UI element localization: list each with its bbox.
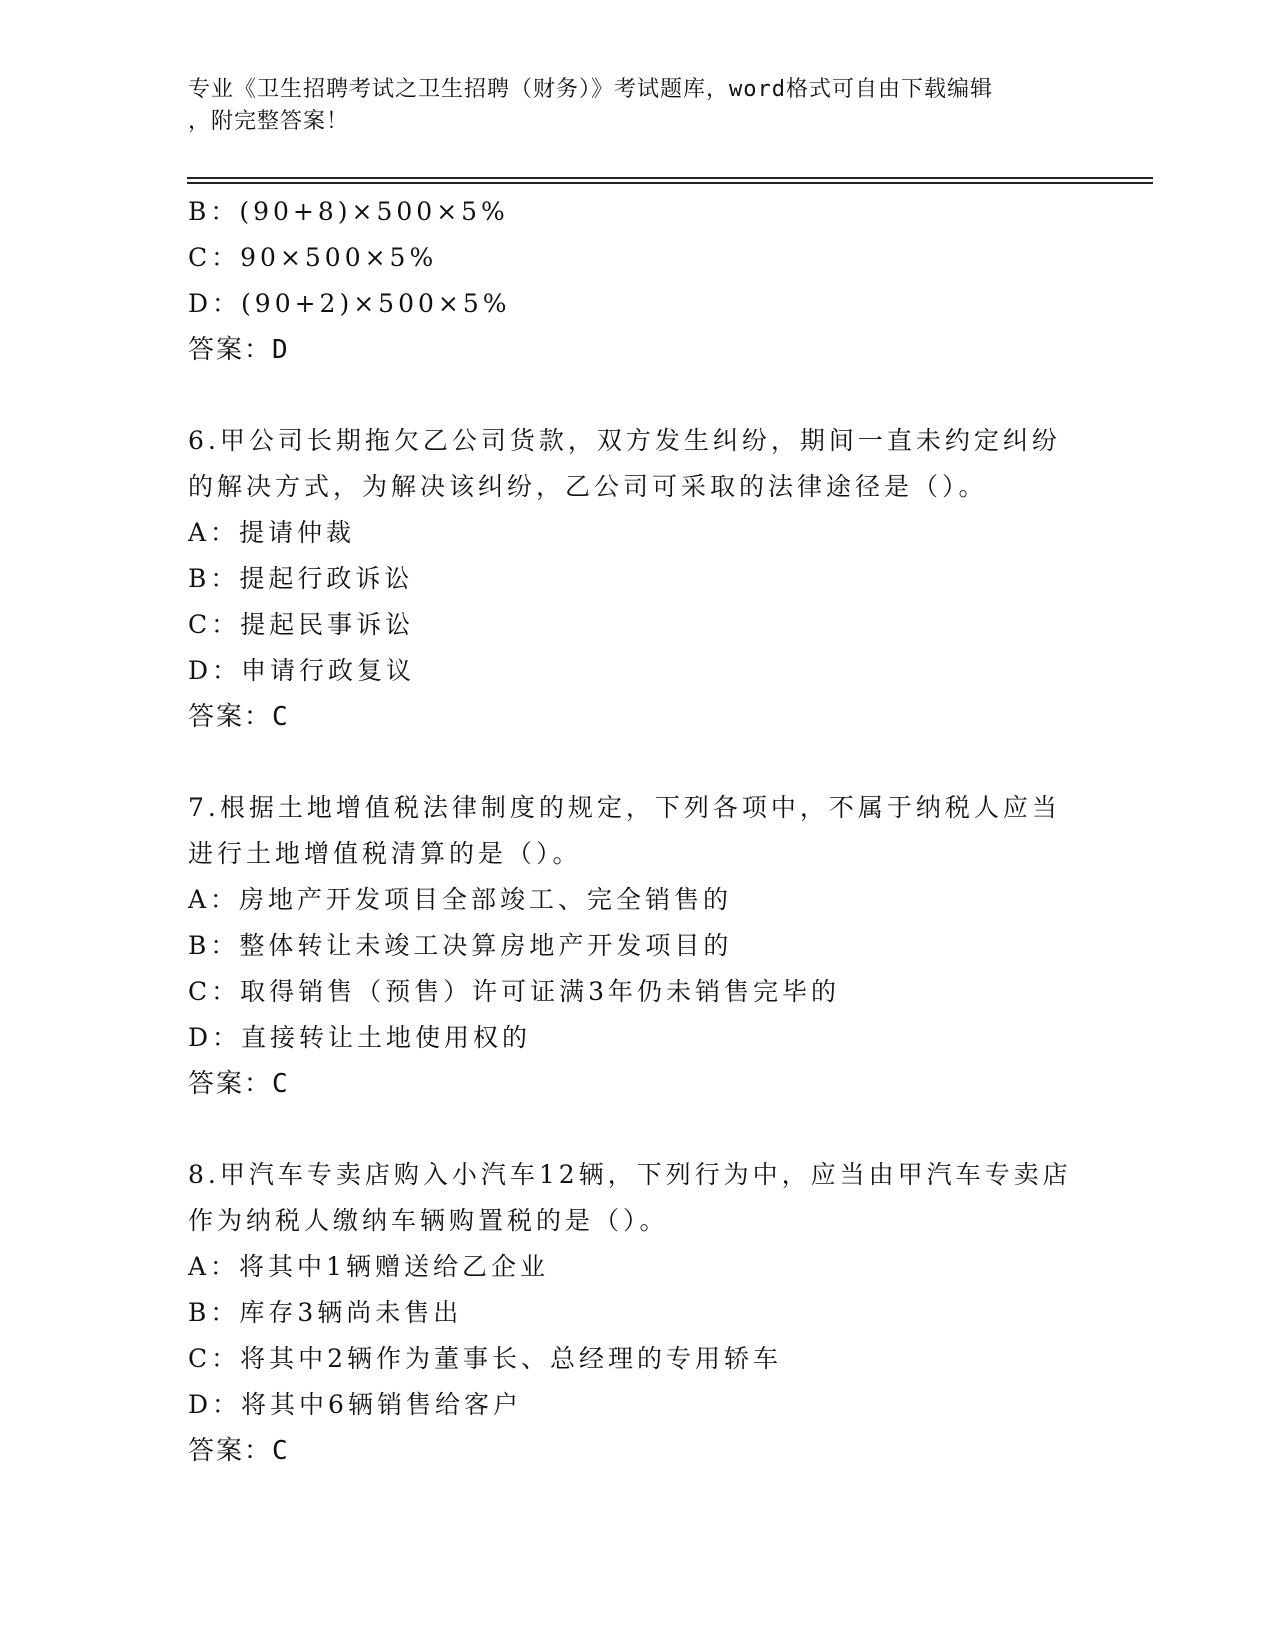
question-stem-line: 作为纳税人缴纳车辆购置税的是（）。 [188, 1206, 669, 1235]
option-b: B：提起行政诉讼 [188, 564, 414, 593]
question-stem-line: 7.根据土地增值税法律制度的规定，下列各项中，不属于纳税人应当 [188, 793, 1061, 822]
question-stem-line: 的解决方式，为解决该纠纷，乙公司可采取的法律途径是（）。 [188, 472, 988, 501]
header-line-1: 专业《卫生招聘考试之卫生招聘（财务）》考试题库，word格式可自由下载编辑 [188, 77, 993, 102]
option-d: D：申请行政复议 [188, 656, 416, 685]
option-c: C：将其中2辆作为董事长、总经理的专用轿车 [188, 1344, 783, 1373]
previous-question-tail [188, 189, 1088, 373]
option-c: C：提起民事诉讼 [188, 610, 415, 639]
question-7 [188, 785, 1088, 1107]
question-stem-line: 6.甲公司长期拖欠乙公司货款，双方发生纠纷，期间一直未约定纠纷 [188, 426, 1061, 455]
option-d: D：(90+2)×500×5% [188, 289, 511, 318]
document-body [188, 189, 1088, 1474]
option-b: B：整体转让未竣工决算房地产开发项目的 [188, 931, 733, 960]
question-8 [188, 1152, 1088, 1474]
option-c: C：90×500×5% [188, 243, 438, 272]
header-line-2: ，附完整答案！ [188, 109, 350, 134]
header-rule-bottom [187, 182, 1153, 184]
option-a: A：提请仲裁 [188, 518, 356, 547]
option-a: A：将其中1辆赠送给乙企业 [188, 1252, 549, 1281]
spacer [188, 1107, 1088, 1152]
spacer [188, 373, 1088, 418]
question-stem-line: 进行土地增值税清算的是（）。 [188, 839, 582, 868]
header-rule-top [187, 177, 1153, 179]
option-b: B：(90+8)×500×5% [188, 197, 509, 226]
option-a: A：房地产开发项目全部竣工、完全销售的 [188, 885, 733, 914]
option-b: B：库存3辆尚未售出 [188, 1298, 463, 1327]
answer-line: 答案：D [188, 335, 290, 365]
document-header [188, 74, 1068, 138]
spacer [188, 740, 1088, 785]
option-c: C：取得销售（预售）许可证满3年仍未销售完毕的 [188, 977, 841, 1006]
question-stem-line: 8.甲汽车专卖店购入小汽车12辆，下列行为中，应当由甲汽车专卖店 [188, 1160, 1072, 1189]
answer-line: 答案：C [188, 1069, 290, 1099]
question-6 [188, 418, 1088, 740]
option-d: D：直接转让土地使用权的 [188, 1023, 532, 1052]
answer-line: 答案：C [188, 702, 290, 732]
option-d: D：将其中6辆销售给客户 [188, 1390, 522, 1419]
answer-line: 答案：C [188, 1436, 290, 1466]
